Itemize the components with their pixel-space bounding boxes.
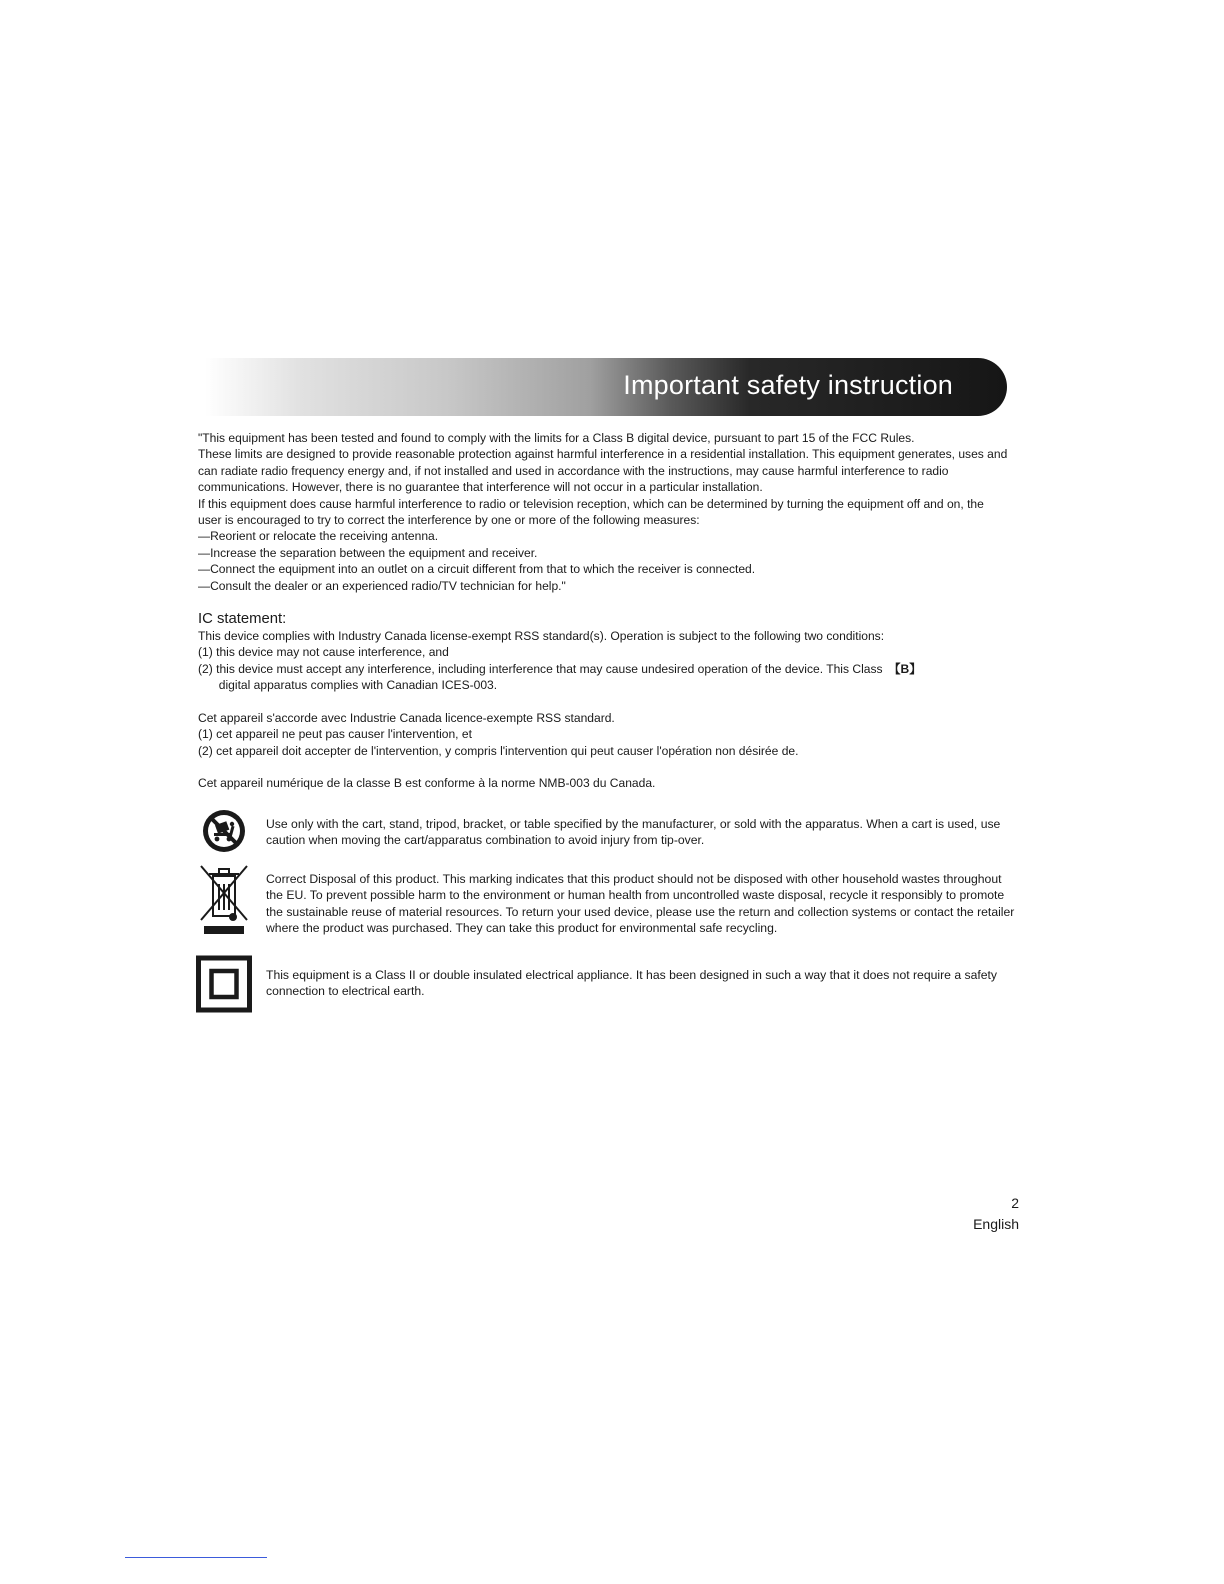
cart-tipover-warning-icon bbox=[194, 808, 254, 854]
class-b-badge: 【B】 bbox=[888, 661, 922, 676]
ic-french-intro: Cet appareil s'accorde avec Industrie Canada licence-exempte RSS standard. bbox=[198, 710, 615, 725]
double-square-class-ii-icon bbox=[194, 955, 254, 1013]
ic-intro: This device complies with Industry Canada license-exempt RSS standard(s). Operation is subject to the following two conditions: bbox=[198, 629, 885, 644]
class-ii-row bbox=[194, 955, 1024, 1013]
disposal-text: Correct Disposal of this product. This marking indicates that this product should not be disposed with other household wastes throughout the EU. To prevent possible harm to the environment or human health from uncontrolled waste disposal, recycle it responsibly to promote the sustainable reuse of material resources. To return your used device, please use the return and collection systems or contact the retailer where the product was purchased. They can take this product for environmental safe recycling. bbox=[266, 872, 1015, 936]
ic-french-condition-2: (2) cet appareil doit accepter de l'intervention, y compris l'intervention qui peut causer l'opération non désirée de. bbox=[198, 743, 799, 758]
page-number: 2 bbox=[1011, 1195, 1019, 1211]
ic-condition-1: (1) this device may not cause interference, and bbox=[198, 645, 449, 660]
ic-french-nmb: Cet appareil numérique de la classe B est conforme à la norme NMB-003 du Canada. bbox=[198, 775, 656, 790]
fcc-limits-paragraph: These limits are designed to provide reasonable protection against harmful interference in a residential installation. This equipment generates, uses and can radiate radio frequency energy and, if not installed and used in accordance with the instructions, may cause harmful interference to radio communications. However, there is no guarantee that interference will not occur in a particular installation. bbox=[198, 447, 1008, 495]
cart-warning-text: Use only with the cart, stand, tripod, bracket, or table specified by the manufacturer, or sold with the apparatus. When a cart is used, use caution when moving the cart/apparatus combination to avoid injury from tip-over. bbox=[266, 817, 1001, 848]
page-footer bbox=[973, 1193, 1019, 1235]
section-title-banner bbox=[205, 358, 1007, 416]
footnote-divider bbox=[125, 1557, 267, 1558]
fcc-interference-paragraph: If this equipment does cause harmful interference to radio or television reception, which can be determined by turning the equipment off and on, the user is encouraged to try to correct the interference by one or more of the following measures: bbox=[198, 496, 984, 528]
fcc-measure-separation: —Increase the separation between the equipment and receiver. bbox=[198, 545, 538, 560]
disposal-row bbox=[194, 862, 1024, 938]
class-ii-text: This equipment is a Class II or double insulated electrical appliance. It has been designed in such a way that it does not require a safety connection to electrical earth. bbox=[266, 968, 998, 999]
ic-french-condition-1: (1) cet appareil ne peut pas causer l'intervention, et bbox=[198, 727, 472, 742]
fcc-measure-reorient: —Reorient or relocate the receiving antenna. bbox=[198, 529, 439, 544]
ic-condition-2-continuation: digital apparatus complies with Canadian ICES-003. bbox=[218, 678, 498, 693]
ic-condition-2 bbox=[198, 661, 1010, 677]
language-label: English bbox=[973, 1216, 1019, 1232]
fcc-measure-consult: —Consult the dealer or an experienced radio/TV technician for help." bbox=[198, 578, 566, 593]
cart-warning-row bbox=[194, 808, 1024, 854]
fcc-compliance-line: "This equipment has been tested and found to comply with the limits for a Class B digital device, pursuant to part 15 of the FCC Rules. bbox=[198, 431, 915, 445]
page-title: Important safety instruction bbox=[623, 370, 953, 400]
document-body bbox=[198, 430, 1010, 791]
ic-condition-2-text: (2) this device must accept any interference, including interference that may cause undesired operation of the device. This Class bbox=[198, 661, 883, 676]
fcc-measure-outlet: —Connect the equipment into an outlet on a circuit different from that to which the receiver is connected. bbox=[198, 562, 756, 577]
crossed-out-wheelie-bin-icon bbox=[194, 862, 254, 938]
ic-statement-heading: IC statement: bbox=[198, 610, 287, 628]
